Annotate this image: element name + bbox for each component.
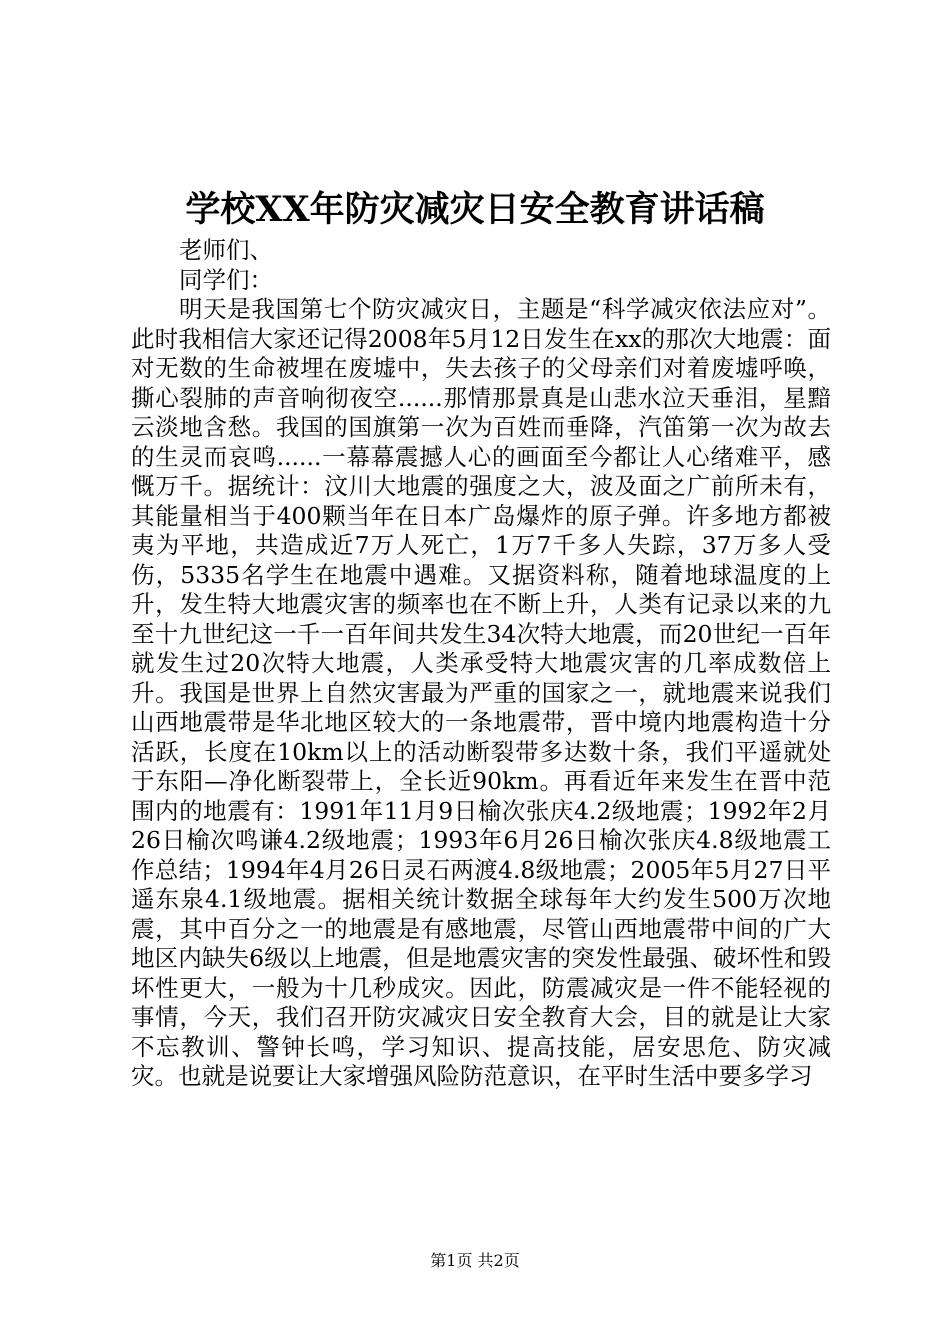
greeting-students: 同学们： [179,265,273,294]
body-paragraph: 明天是我国第七个防灾减灾日，主题是“科学减灾依法应对”。此时我相信大家还记得2008年5月12日发生在xx的那次大地震：面对无数的生命被埋在废墟中，失去孩子的父母亲们对着废墟呼唤，撕心裂肺的声音响彻夜空......那情那景真是山悲水泣天垂泪，星黯云淡地含愁。我国的国旗第一次为百姓而垂降，汽笛第一次为故去的生灵而哀鸣......一幕幕震撼人心的画面至今都让人心绪难平，感慨万千。据统计：汶川大地震的强度之大，波及面之广前所未有，其能量相当于400颗当年在日本广岛爆炸的原子弹。许多地方都被夷为平地，共造成近7万人死亡，1万7千多人失踪，37万多人受伤，5335名学生在地震中遇难。又据资料称，随着地球温度的上升，发生特大地震灾害的频率也在不断上升，人类有记录以来的九至十九世纪这一千一百年间共发生34次特大地震，而20世纪一百年就发生过20次特大地震，人类承受特大地震灾害的几率成数倍上升。我国是世界上自然灾害最为严重的国家之一，就地震来说我们山西地震带是华北地区较大的一条地震带，晋中境内地震构造十分活跃，长度在10km以上的活动断裂带多达数十条，我们平遥就处于东阳—净化断裂带上，全长近90km。再看近年来发生在晋中范围内的地震有：1991年11月9日榆次张庆4.2级地震；1992年2月26日榆次鸣谦4.2级地震；1993年6月26日榆次张庆4.8级地震工作总结；1994年4月26日灵石两渡4.8级地震；2005年5月27日平遥东泉4.1级地震。据相关统计数据全球每年大约发生500万次地震，其中百分之一的地震是有感地震，尽管山西地震带中间的广大地区内缺失6级以上地震，但是地震灾害的突发性最强、破坏性和毁坏性更大，一般为十几秒成灾。因此，防震减灾是一件不能轻视的事情，今天，我们召开防灾减灾日安全教育大会，目的就是让大家不忘教训、警钟长鸣，学习知识、提高技能，居安思危、防灾减灾。也就是说要让大家增强风险防范意识，在平时生活中要多学习 [131,295,831,1090]
document-body [131,236,831,1092]
document-title: 学校XX年防灾减灾日安全教育讲话稿 [185,189,765,230]
page-footer: 第1页 共2页 [430,1251,520,1270]
greeting-teachers: 老师们、 [179,236,273,264]
